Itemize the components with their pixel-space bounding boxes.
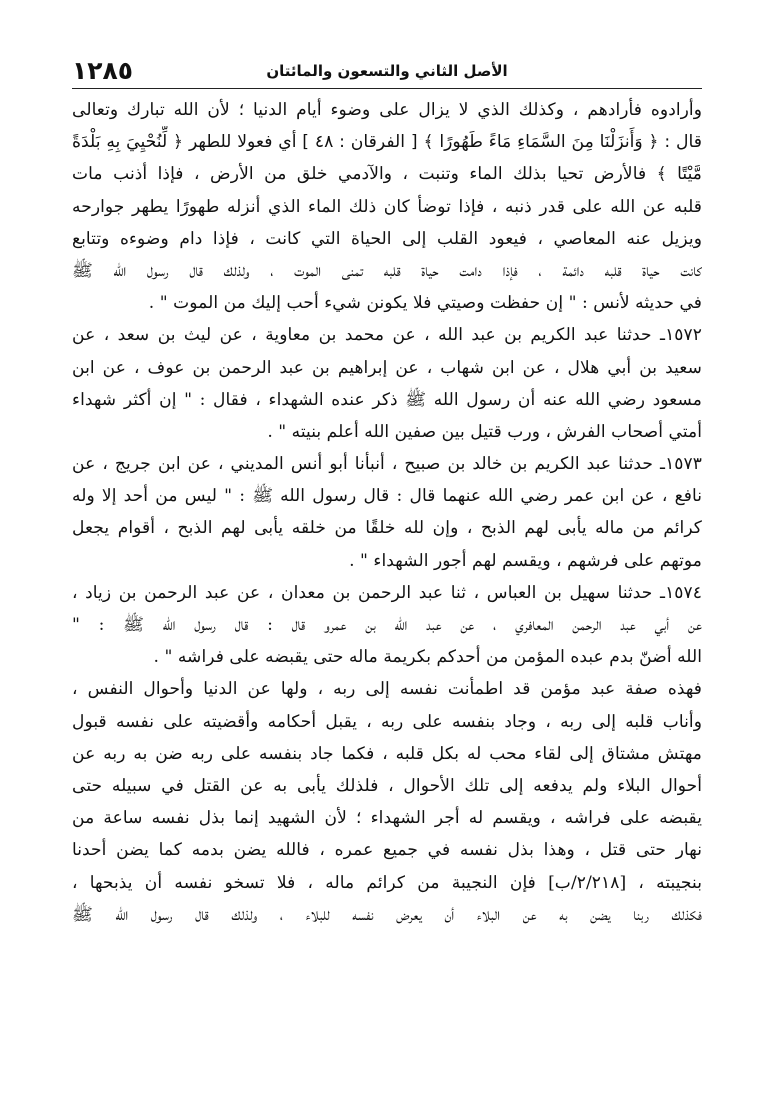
body-text: [72, 94, 702, 931]
text-line: مهتش مشتاق إلى لقاء محب له بكل قلبه ، فكما جاد بنفسه على ربه ضن به ربه عن: [72, 743, 702, 764]
text-line: الله أضنّ بدم عبده المؤمن من أحدكم بكريمة ماله حتى يقبضه على فراشه " .: [153, 647, 702, 668]
text-line: في حديثه لأنس : " إن حفظت وصيتي فلا يكونن شيء أحب إليك من الموت " .: [148, 293, 702, 314]
text-line: يقبضه على فراشه ، ويقسم له أجر الشهداء ؛ لأن الشهيد إنما بذل نفسه ساعة من: [72, 808, 702, 829]
text-line: نافع ، عن ابن عمر رضي الله عنهما قال : قال رسول الله ﷺ : " ليس من أحد إلا وله: [72, 486, 702, 507]
text-line: وأرادوه فأرادهم ، وكذلك الذي لا يزال على وضوء أيام الدنيا ؛ لأن الله تبارك وتعالى: [72, 100, 702, 120]
page-number: ١٢٨٥: [72, 56, 134, 85]
text-line: بنجيبته ، [٢/٢١٨/ب] فإن النجيبة من كرائم ماله ، فلا تسخو نفسه أن يذبحها ،: [72, 872, 702, 893]
header-divider: [72, 88, 702, 89]
text-line: ويزيل عنه المعاصي ، فيعود القلب إلى الحياة التي كانت ، فإذا دام وضوءه وتتابع: [72, 228, 702, 249]
hadith-1572-line: ١٥٧٢ـ حدثنا عبد الكريم بن عبد الله ، عن محمد بن معاوية ، عن ليث بن سعد ، عن: [72, 325, 702, 346]
text-line: سعيد بن أبي هلال ، عن ابن شهاب ، عن إبراهيم بن عبد الرحمن بن عوف ، عن ابن: [72, 357, 702, 378]
text-line: وأناب قلبه إلى ربه ، وجاد بنفسه على ربه ، يقبل أحكامه وأقضيته على نفسه قبول: [72, 711, 702, 732]
text-line: موتهم على فرشهم ، ويقسم لهم أجور الشهداء " .: [349, 550, 702, 571]
text-line: كانت حياة قلبه دائمة ، فإذا دامت حياة قلبه تمنى الموت ، ولذلك قال رسول الله ﷺ: [72, 260, 702, 281]
text-line: مسعود رضي الله عنه أن رسول الله ﷺ ذكر عنده الشهداء ، فقال : " إن أكثر شهداء: [72, 389, 702, 410]
text-line: كرائم من ماله يأبى لهم الذبح ، وإن لله خلقًا من خلقه يأبى لهم الذبح ، أقوام يجعل: [72, 518, 702, 539]
text-line: أحوال البلاء ولم يدفعه إلى تلك الأحوال ، فلذلك يأبى به عن القتل في سبيله حتى: [72, 775, 702, 796]
text-line: مَّيْتًا ﴾ فالأرض تحيا بذلك الماء وتنبت ، والآدمي خلق من الأرض ، فإذا أذنب مات: [72, 164, 702, 185]
text-line: قال : ﴿ وَأَنزَلْنَا مِنَ السَّمَاءِ مَاءً طَهُورًا ﴾ [ الفرقان : ٤٨ ] أي فعولا للطهر ﴿ لِّنُحْيِيَ بِهِ بَلْدَةً: [72, 132, 702, 153]
text-line: فهذه صفة عبد مؤمن قد اطمأنت نفسه إلى ربه ، ولها عن الدنيا وأحوال النفس ،: [72, 679, 702, 700]
page-header: [72, 56, 702, 86]
running-title: الأصل الثاني والتسعون والمائتان: [266, 62, 508, 80]
text-line: فكذلك ربنا يضن به عن البلاء أن يعرض نفسه للبلاء ، ولذلك قال رسول الله ﷺ: [72, 904, 702, 925]
hadith-1574-line: ١٥٧٤ـ حدثنا سهيل بن العباس ، ثنا عبد الرحمن بن معدان ، عن عبد الرحمن بن زياد ،: [72, 582, 702, 603]
text-line: قلبه عن الله على قدر ذنبه ، فإذا توضأ كان ذلك الماء الذي أنزله طهورًا يطهر جوارحه: [72, 196, 702, 217]
text-line: نهار حتى قتل ، وهذا بذل نفسه في جميع عمره ، فالله يضن بدمه كما يضن أحدنا: [72, 840, 702, 861]
hadith-1573-line: ١٥٧٣ـ حدثنا عبد الكريم بن خالد بن صبيح ، أنبأنا أبو أنس المديني ، عن ابن جريج ، عن: [72, 454, 702, 475]
text-line: أمتي أصحاب الفرش ، ورب قتيل بين صفين الله أعلم بنيته " .: [267, 421, 702, 442]
text-line: عن أبي عبد الرحمن المعافري ، عن عبد الله بن عمرو قال : قال رسول الله ﷺ : ": [72, 615, 702, 635]
